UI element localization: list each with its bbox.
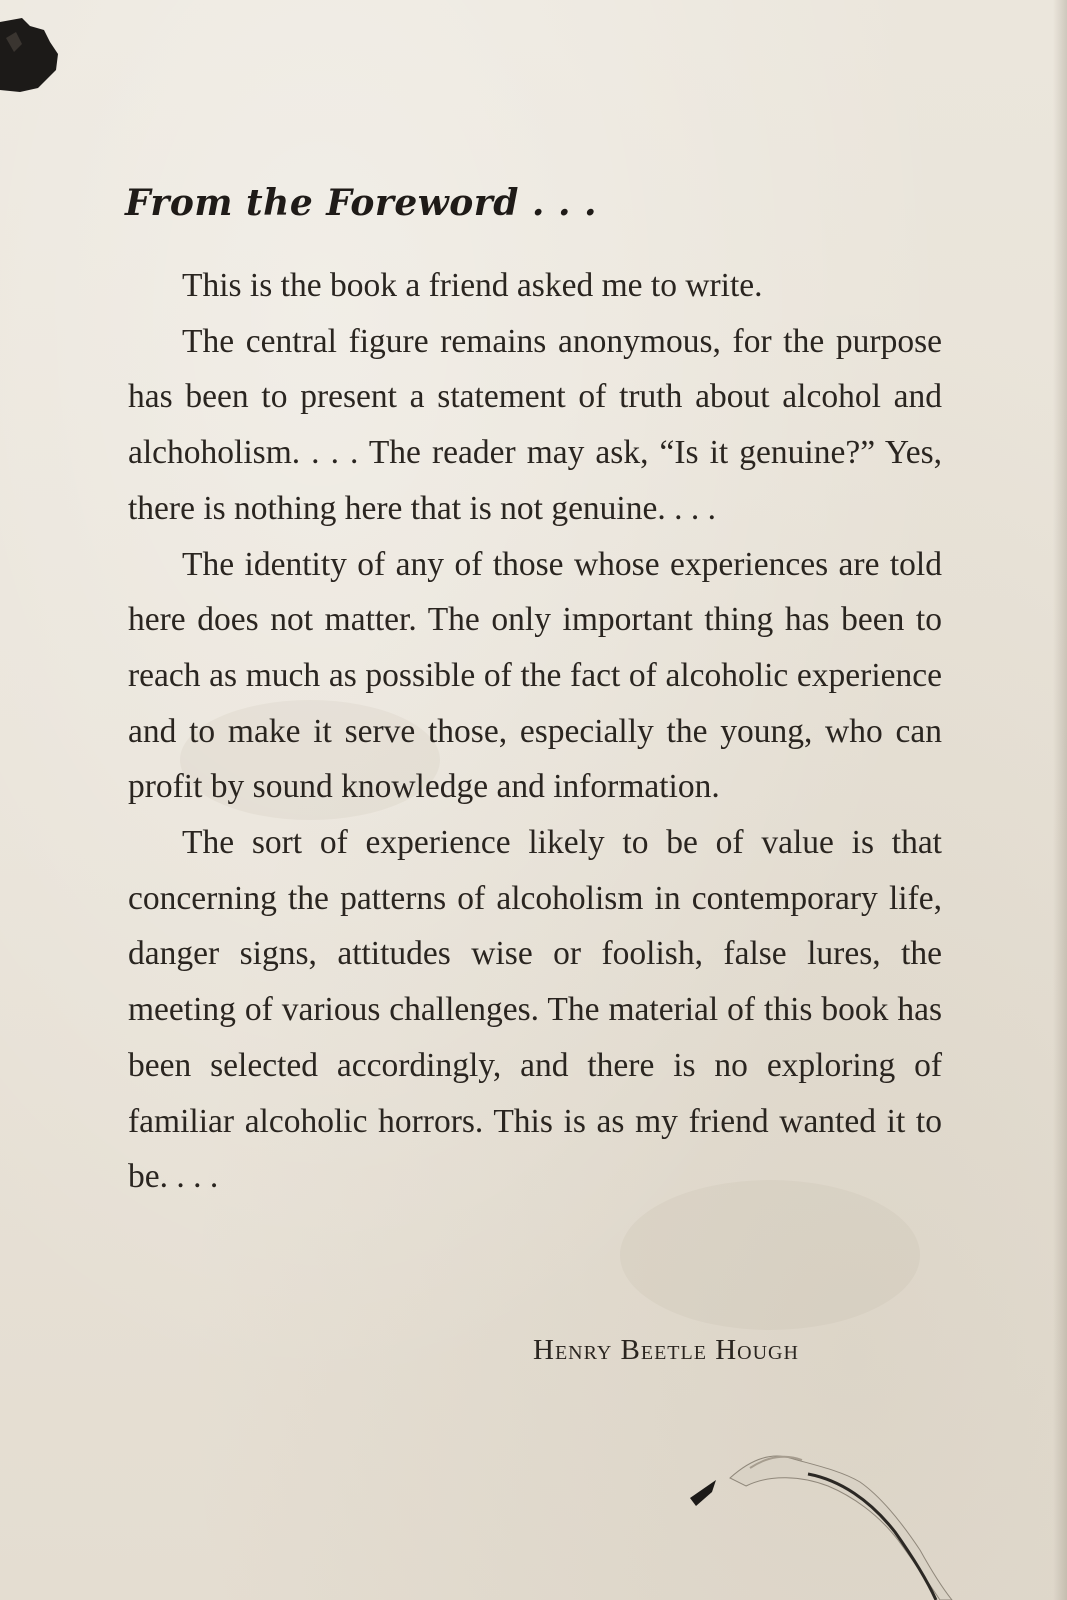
foreword-paragraph: The central figure remains anonymous, for the purpose has been to present a statement of truth about alcohol and alchoholism. . . . The reader may ask, “Is it genuine?” Yes, there is nothing here that is not genuine. . . . — [128, 322, 942, 527]
foreword-paragraph: This is the book a friend asked me to write. — [182, 267, 763, 304]
cover-edge-shadow — [1053, 0, 1067, 1600]
foreword-body — [128, 258, 942, 1205]
foreword-paragraph: The sort of experience likely to be of value is that concerning the patterns of alcoholism in contemporary life, danger signs, attitudes wise or foolish, false lures, the meeting of various challenges. The material of this book has been selected accordingly, and there is no exploring of familiar alcoholic horrors. This is as my friend wanted it to be. . . . — [128, 824, 942, 1196]
foreword-paragraph: The identity of any of those whose experiences are told here does not matter. The only important thing has been to reach as much as possible of the fact of alcoholic experience and to make it serve those, especially the young, who can profit by sound knowledge and information. — [128, 545, 942, 806]
torn-corner-mark — [0, 18, 62, 92]
author-signature: Henry Beetle Hough — [533, 1334, 799, 1366]
torn-cover-damage — [690, 1440, 960, 1600]
foreword-heading: From the Foreword . . . — [125, 182, 598, 224]
